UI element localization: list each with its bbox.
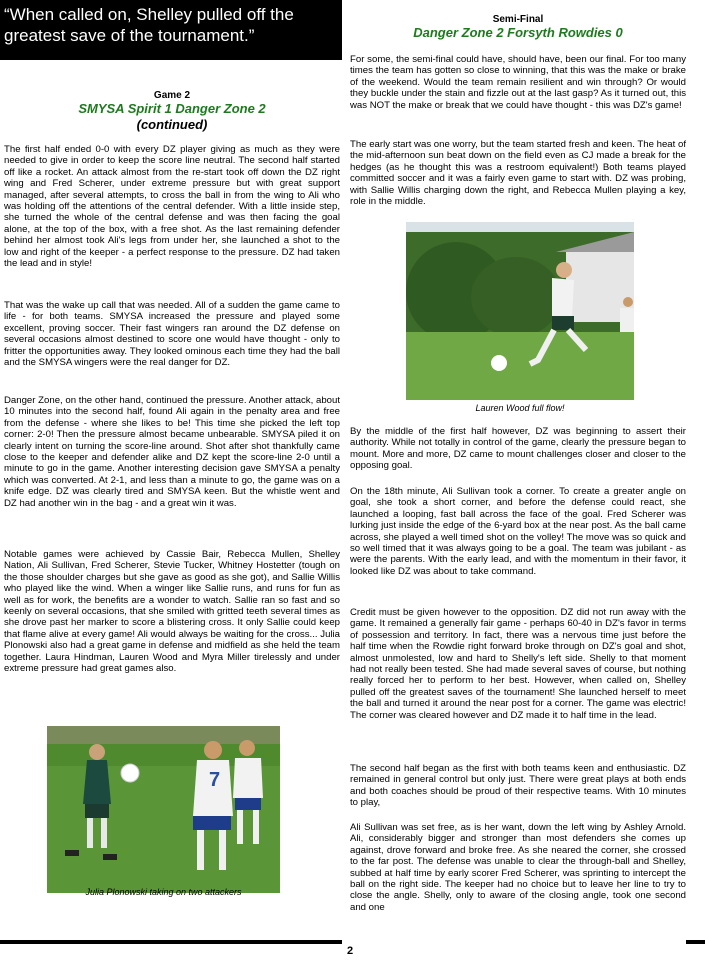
left-paragraph-4: Notable games were achieved by Cassie Bair, Rebecca Mullen, Shelley Nation, Ali Sullivan, Fred Scherer, Stevie Tucker, Whitney Hostetter (tough on the those shoulder charges but she gave as good as she got), and Sallie Willis who played like the wind. When a winger like Sallie runs, and runs for fun as well as for work, the benefits are a wonder to watch. Sallie ran so fast and so keenly on several occasions, that she smiled with gritted teeth several times as she drove past her marker to score a blistering cross. It only Sallie could keep that flame alive at every game! Ali would always be waiting for the cross... Julia Plonowski also had a great game in defense and midfield as she held the team together. Laura Hindman, Lauren Wood and Myra Miller tirelessly and under extreme pressure had great games also. bbox=[4, 549, 340, 675]
svg-text:7: 7 bbox=[209, 769, 221, 791]
page-number: 2 bbox=[347, 945, 354, 957]
right-paragraph-5: Credit must be given however to the opposition. DZ did not run away with the game. It remained a generally fair game - perhaps 60-40 in DZ's favor in terms of possession and territory. In fact, there was a nervous time just before the half time when the Rowdie right forward broke through on DZ's goal and shot, almost unmolested, low and hard to Shelly's left side. Shelly to that moment had not really been tested. She had made several saves of course, but nothing really forced her to perform to her best. However, when called on, Shelley pulled off the greatest saves of the tournament! She launched herself to meet the ball and turned it around the near post for a corner. The game was electric! The corner was cleared however and DZ made it to half time in the lead. bbox=[350, 607, 686, 721]
matchup-title: Danger Zone 2 Forsyth Rowdies 0 bbox=[413, 25, 623, 40]
game-label: Game 2 bbox=[153, 90, 191, 101]
matchup-title: SMYSA Spirit 1 Danger Zone 2 bbox=[78, 101, 266, 116]
photo-caption-left: Julia Plonowski taking on two attackers bbox=[85, 887, 242, 897]
right-paragraph-6: The second half began as the first with both teams keen and enthusiastic. DZ remained in general control but only just. There were great plays at both ends and both coaches should be proud of their respective teams. With 10 minutes to play, bbox=[350, 763, 686, 809]
left-paragraph-1: The first half ended 0-0 with every DZ player giving as much as they were needed to give in order to keep the score line neutral. The second half started off like a rocket. An attack almost from the re-start took off down the DZ right wing and Fred Scherer, under extreme pressure but with great support managed, after several attempts, to cross the ball in from the wing to Ali who was holding off the attentions of the central defender. With a little inside step, she turned the whole of the central defense and was then facing the goal alone, at the top of the box, with a free shot. As the last remaining defender behind her almost took Ali's legs from under her, she launched a shot to the low and right of the keeper - a perfect response to the pressure. DZ had taken the lead and in style! bbox=[4, 144, 340, 270]
right-paragraph-4: On the 18th minute, Ali Sullivan took a corner. To create a greater angle on goal, she took a short corner, and before the defense could react, she launched a looping, fast ball across the face of the goal. Fred Scherer was lurking just inside the edge of the 6-yard box at the near post. As the ball came across, she played a well timed shot on the volley! The move was so quick and so well timed that it was always going to be a goal. The team was jubilant - as were the parents. With the early lead, and with the momentum in their favor, it looked like DZ was about to take command. bbox=[350, 486, 686, 577]
left-paragraph-3: Danger Zone, on the other hand, continued the pressure. Another attack, about 10 minutes into the second half, found Ali again in the penalty area and free from the defense - where she likes to be! This time she picked the left top corner: 2-0! Then the pressure almost became unbearable. SMYSA piled it on clearly intent on turning the score-line around. Shot after shot thankfully came close to the keeper and defender alike and DZ kept the score-line 2-0 until a minute to go in the game. Another interesting decision gave SMYSA a penalty which was converted. At 2-1, and less than a minute to go, the game was on a knife edge. DZ was clearly tired and SMYSA keen. But the whistle went and DZ had another win in the bag - and a great win it was. bbox=[4, 395, 340, 509]
right-paragraph-7: Ali Sullivan was set free, as is her want, down the left wing by Ashley Arnold. Ali, considerably bigger and stronger than most defenders she comes up against, drove forward and broke free. As she neared the corner, she crossed to the far post. The defense was unable to clear the through-ball and Shelley, subbed at half time by early scorer Fred Scherer, was sprinting to intercept the ball on the right side. The keeper had no choice but to leave her line to try to close the angle. Shelly, only to aware of the closing angle, took one second and one bbox=[350, 822, 686, 913]
soccer-photo-left bbox=[47, 726, 280, 893]
right-paragraph-1: For some, the semi-final could have, should have, been our final. For too many times the team has gotten so close to winning, that this was the make or brake of the weekend. Would the team remain resilient and win through? Or would they buckle under the stain and fizzle out at the last gasp? As it turned out, this was NOT the make or break that we could have thought - this was DZ's game! bbox=[350, 54, 686, 111]
photo-caption-right: Lauren Wood full flow! bbox=[475, 403, 565, 413]
right-paragraph-3: By the middle of the first half however, DZ was beginning to assert their authority. While not totally in control of the game, clearly the pressure began to mount. More and more, DZ came to mount challenges closer and closer to the opposing goal. bbox=[350, 426, 686, 472]
soccer-photo-right bbox=[406, 222, 634, 400]
footer-rule-left bbox=[0, 940, 342, 944]
game-label: Semi-Final bbox=[492, 14, 544, 25]
right-paragraph-2: The early start was one worry, but the team started fresh and keen. The heat of the mid-afternoon sun beat down on the field even as CJ made a break for the hedges (as he thought this was a restroom equivalent!) Both teams played committed soccer and it was a fairly even game to start with. DZ was probing, with Sallie Willis charging down the right, and Rebecca Mullen playing a key, role in the middle. bbox=[350, 139, 686, 208]
continued-label: (continued) bbox=[136, 117, 208, 132]
left-paragraph-2: That was the wake up call that was needed. All of a sudden the game came to life - for both teams. SMYSA increased the pressure and played some excellent, proving soccer. Their fast wingers ran around the DZ defense on several occasions almost destined to score one would have thought - only to fritter the opportunities away. They looked ominous each time they had the ball and the SMYSA wingers were the real danger for DZ. bbox=[4, 300, 340, 369]
footer-rule-right bbox=[686, 940, 705, 944]
pull-quote: “When called on, Shelley pulled off the greatest save of the tournament.” bbox=[0, 0, 342, 60]
